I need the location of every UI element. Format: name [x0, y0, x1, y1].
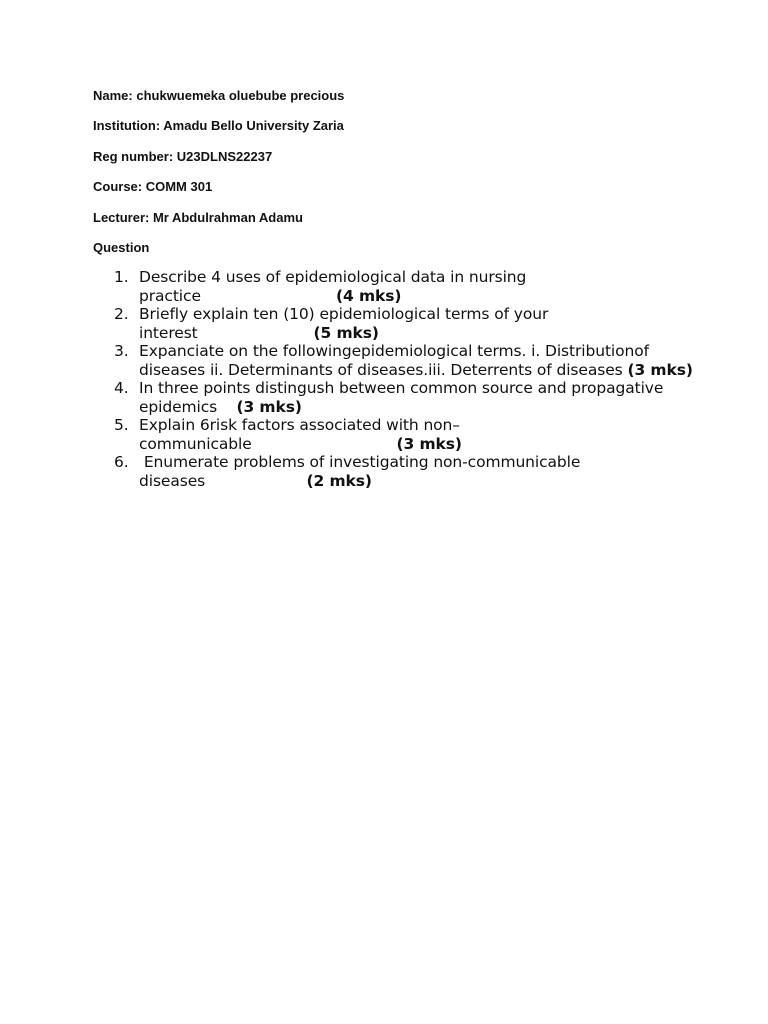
question-marks: (3 mks): [236, 397, 302, 416]
question-text-cont: [139, 287, 693, 306]
question-marks: (5 mks): [313, 323, 379, 342]
question-marks: (4 mks): [336, 286, 402, 305]
question-text-cont: [139, 435, 693, 454]
question-text-tail: diseases: [139, 471, 307, 490]
question-item: [93, 416, 693, 453]
question-text-cont: [139, 324, 693, 343]
student-name: Name: chukwuemeka oluebube precious: [93, 88, 345, 103]
question-item: [93, 342, 693, 379]
question-text: Briefly explain ten (10) epidemiological terms of your: [139, 305, 549, 323]
course: Course: COMM 301: [93, 179, 213, 194]
question-text-tail: epidemics: [139, 397, 237, 416]
reg-number: Reg number: U23DLNS22237: [93, 149, 273, 164]
question-text-cont: [139, 398, 693, 417]
question-number: 2.: [114, 305, 129, 323]
question-marks: (3 mks): [396, 434, 462, 453]
question-number: 5.: [114, 416, 129, 434]
question-item: [93, 453, 693, 490]
question-text: Enumerate problems of investigating non-communicable: [139, 453, 581, 471]
question-text: Expanciate on the followingepidemiological terms. i. Distributionof: [139, 342, 649, 360]
question-item: [93, 379, 693, 416]
question-text-tail: communicable: [139, 434, 397, 453]
question-item: [93, 268, 693, 305]
question-text: In three points distingush between common source and propagative: [139, 379, 664, 397]
question-text-tail: practice: [139, 286, 337, 305]
question-number: 3.: [114, 342, 129, 360]
question-number: 1.: [114, 268, 129, 286]
lecturer: Lecturer: Mr Abdulrahman Adamu: [93, 210, 303, 225]
question-text-cont: [139, 472, 693, 491]
question-marks: (3 mks): [627, 360, 693, 379]
question-number: 4.: [114, 379, 129, 397]
question-list: [93, 268, 693, 490]
question-marks: (2 mks): [306, 471, 372, 490]
institution: Institution: Amadu Bello University Zaria: [93, 118, 344, 133]
question-heading: Question: [93, 240, 150, 255]
question-item: [93, 305, 693, 342]
question-text-cont: [139, 361, 693, 380]
question-text-tail: interest: [139, 323, 314, 342]
question-number: 6.: [114, 453, 129, 471]
question-text-tail: diseases ii. Determinants of diseases.iii. Deterrents of diseases: [139, 360, 628, 379]
question-text: Describe 4 uses of epidemiological data in nursing: [139, 268, 527, 286]
question-text: Explain 6risk factors associated with non–: [139, 416, 460, 434]
